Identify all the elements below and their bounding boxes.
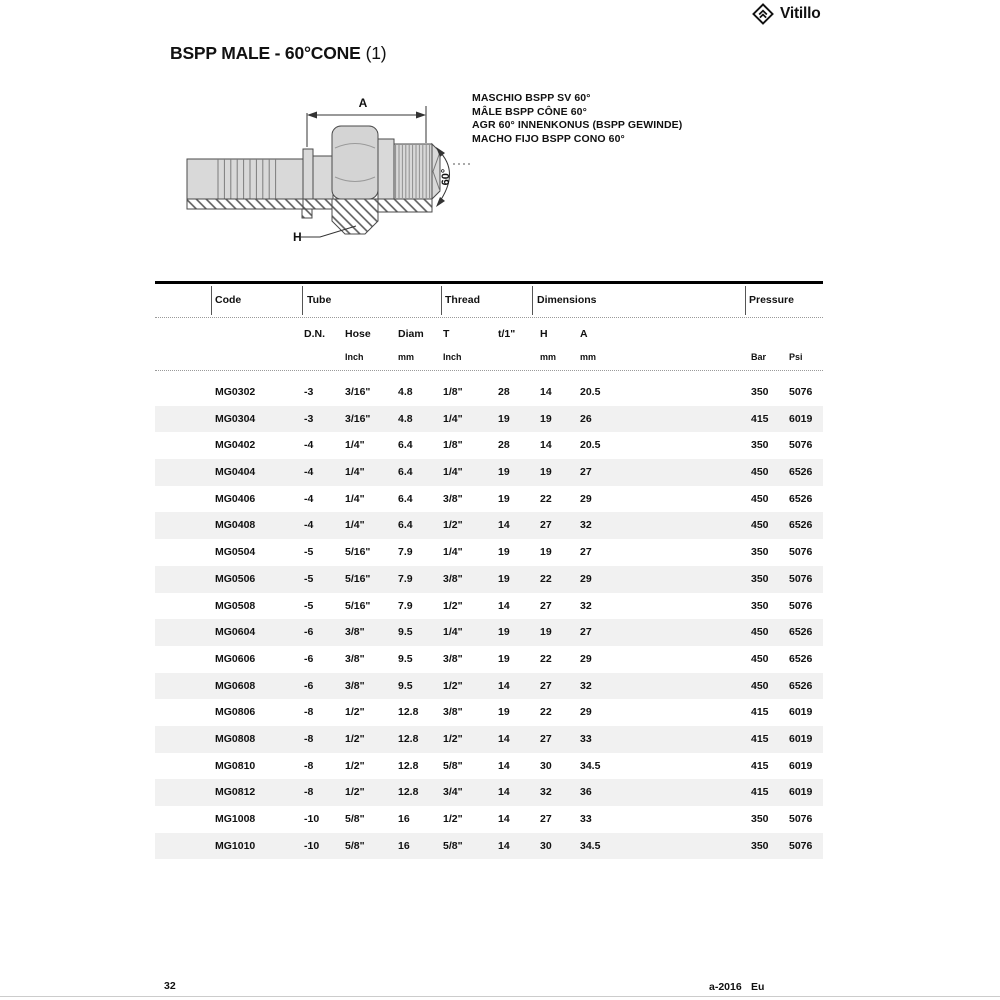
cell-dn: -6 [304,626,314,639]
cell-dn: -5 [304,599,314,612]
cell-bar: 415 [751,759,769,772]
unit-bar: Bar [751,352,767,362]
cell-t: 1/4" [443,466,463,479]
cell-diam: 12.8 [398,706,419,719]
cell-tpi: 28 [498,386,510,398]
cell-h: 22 [540,492,552,505]
cell-diam: 9.5 [398,626,413,639]
cell-dn: -4 [304,492,314,505]
cell-hose: 1/4" [345,519,365,532]
cell-h: 14 [540,386,552,398]
cell-diam: 6.4 [398,466,413,479]
subheader-h: H [540,328,548,340]
cell-dn: -10 [304,813,320,825]
table-row [155,646,823,673]
cell-dn: -6 [304,652,314,665]
cell-bar: 450 [751,652,769,665]
subheader-dn: D.N. [304,328,325,340]
table-row [155,806,823,833]
description-line-it: MASCHIO BSPP SV 60° [472,92,591,104]
cell-tpi: 19 [498,412,510,425]
dimension-a-arrow-right [416,112,426,119]
cell-tpi: 19 [498,492,510,505]
page-title-main: BSPP MALE - 60°CONE [170,43,361,63]
dimension-a-label: A [358,96,368,110]
cell-t: 1/4" [443,412,463,425]
cell-h: 19 [540,546,552,559]
cell-t: 1/2" [443,519,463,532]
cell-diam: 4.8 [398,386,413,398]
table-row [155,833,823,860]
unit-diam: mm [398,352,415,362]
cell-tpi: 14 [498,813,510,825]
brand-header [752,3,821,25]
cell-code: MG0606 [215,652,256,665]
cell-a: 20.5 [580,386,601,398]
cell-h: 32 [540,786,552,799]
description-block [472,92,682,146]
cell-diam: 6.4 [398,439,413,452]
cell-code: MG1010 [215,839,256,852]
cell-dn: -6 [304,679,314,692]
unit-t: Inch [443,352,462,362]
cell-bar: 450 [751,492,769,505]
hex-nut [332,126,378,199]
cell-diam: 16 [398,839,410,852]
cell-dn: -4 [304,519,314,532]
description-line-fr: MÂLE BSPP CÔNE 60° [472,105,587,118]
cell-hose: 3/16" [345,386,371,398]
group-header-dimensions: Dimensions [537,294,597,306]
table-row [155,566,823,593]
thread-stripes [395,145,431,198]
table-units-row [155,347,823,371]
cell-t: 1/2" [443,732,463,745]
cell-bar: 415 [751,412,769,425]
cell-a: 32 [580,519,592,532]
cell-bar: 350 [751,546,769,559]
column-divider [745,286,746,315]
cell-code: MG0608 [215,679,256,692]
cell-t: 1/4" [443,546,463,559]
cell-psi: 6526 [789,466,813,479]
cell-bar: 450 [751,679,769,692]
angle-arrow-bottom [436,197,445,207]
cell-diam: 12.8 [398,786,419,799]
table-row [155,779,823,806]
description-line-es: MACHO FIJO BSPP CONO 60° [472,132,625,145]
cell-diam: 9.5 [398,652,413,665]
cell-a: 27 [580,466,592,479]
cell-h: 27 [540,519,552,532]
cell-tpi: 14 [498,679,510,692]
cell-h: 30 [540,759,552,772]
cell-t: 5/8" [443,839,463,852]
cell-diam: 12.8 [398,732,419,745]
cell-diam: 16 [398,813,410,825]
cell-t: 1/8" [443,439,463,452]
cell-tpi: 14 [498,519,510,532]
cell-a: 29 [580,652,592,665]
cell-psi: 5076 [789,813,813,825]
cell-a: 34.5 [580,839,601,852]
cell-bar: 350 [751,813,769,825]
cell-tpi: 19 [498,546,510,559]
table-row [155,406,823,433]
table-row [155,512,823,539]
cell-bar: 415 [751,706,769,719]
cell-tpi: 19 [498,706,510,719]
cell-h: 27 [540,732,552,745]
column-divider [302,286,303,315]
cell-a: 29 [580,492,592,505]
cell-hose: 5/8" [345,813,365,825]
cell-a: 33 [580,732,592,745]
unit-psi: Psi [789,352,803,362]
cell-diam: 6.4 [398,519,413,532]
table-row [155,593,823,620]
page-title-suffix: (1) [365,43,387,63]
subheader-diam: Diam [398,328,424,340]
cell-a: 32 [580,679,592,692]
cell-tpi: 14 [498,732,510,745]
table-row [155,726,823,753]
cell-hose: 3/16" [345,412,371,425]
cell-code: MG0304 [215,412,256,425]
cell-h: 22 [540,572,552,585]
cell-diam: 12.8 [398,759,419,772]
cell-h: 22 [540,706,552,719]
cell-code: MG0808 [215,732,256,745]
cell-t: 3/8" [443,572,463,585]
cell-dn: -8 [304,786,314,799]
cell-psi: 6526 [789,492,813,505]
cell-t: 1/2" [443,599,463,612]
cell-psi: 6526 [789,652,813,665]
cell-dn: -4 [304,439,314,452]
cell-bar: 350 [751,572,769,585]
cell-h: 19 [540,626,552,639]
cell-tpi: 14 [498,839,510,852]
cell-psi: 6526 [789,679,813,692]
cell-psi: 5076 [789,599,813,612]
table-row [155,539,823,566]
collar [303,149,313,199]
column-divider [532,286,533,315]
cell-tpi: 14 [498,786,510,799]
cell-hose: 1/4" [345,492,365,505]
cell-dn: -8 [304,706,314,719]
cell-dn: -3 [304,412,314,425]
section-hatch-nut [332,199,378,234]
cell-dn: -4 [304,466,314,479]
cell-h: 14 [540,439,552,452]
cell-a: 32 [580,599,592,612]
cell-t: 3/8" [443,492,463,505]
cell-hose: 1/2" [345,706,365,719]
table-row [155,753,823,780]
cell-hose: 3/8" [345,626,365,639]
cell-code: MG0404 [215,466,256,479]
cell-t: 1/2" [443,679,463,692]
cell-bar: 350 [751,386,769,398]
cell-h: 22 [540,652,552,665]
cell-code: MG0806 [215,706,256,719]
cell-code: MG0406 [215,492,256,505]
cell-h: 27 [540,599,552,612]
cell-code: MG0504 [215,546,256,559]
table-row [155,699,823,726]
column-divider [441,286,442,315]
cell-a: 34.5 [580,759,601,772]
cell-diam: 7.9 [398,546,413,559]
cell-t: 1/4" [443,626,463,639]
cell-dn: -3 [304,386,314,398]
table-row [155,432,823,459]
cell-code: MG1008 [215,813,256,825]
section-hatch-neck [303,199,332,209]
fitting-technical-drawing [160,85,470,255]
table-row [155,673,823,700]
group-header-code: Code [215,294,242,306]
cell-a: 36 [580,786,592,799]
cell-t: 1/2" [443,813,463,825]
hex-label: H [293,230,302,244]
cell-a: 27 [580,546,592,559]
cell-h: 30 [540,839,552,852]
cell-code: MG0408 [215,519,256,532]
table-body [155,379,823,859]
subheader-a: A [580,328,588,340]
cell-tpi: 19 [498,466,510,479]
cell-dn: -5 [304,572,314,585]
table-group-header-row [155,284,823,318]
cell-psi: 6526 [789,626,813,639]
table-row [155,379,823,406]
table-row [155,486,823,513]
cell-psi: 6019 [789,786,813,799]
footer-region: Eu [751,981,765,993]
table-row [155,459,823,486]
cell-tpi: 19 [498,652,510,665]
description-line-de: AGR 60° INNENKONUS (BSPP GEWINDE) [472,119,683,131]
footer-page-number: 32 [164,980,176,992]
column-divider [211,286,212,315]
cell-dn: -5 [304,546,314,559]
cell-diam: 4.8 [398,412,413,425]
cell-code: MG0810 [215,759,256,772]
cell-code: MG0302 [215,386,256,398]
cell-hose: 5/16" [345,546,371,559]
cell-t: 5/8" [443,759,463,772]
cell-hose: 5/16" [345,599,371,612]
cell-bar: 350 [751,439,769,452]
cell-psi: 6019 [789,759,813,772]
cell-hose: 5/16" [345,572,371,585]
cell-psi: 5076 [789,572,813,585]
cell-dn: -10 [304,839,320,852]
cell-hose: 1/4" [345,466,365,479]
shoulder [378,139,394,199]
cell-dn: -8 [304,732,314,745]
cell-code: MG0812 [215,786,256,799]
unit-hose: Inch [345,352,364,362]
cell-a: 33 [580,813,592,825]
cell-bar: 450 [751,519,769,532]
cell-code: MG0506 [215,572,256,585]
cell-code: MG0508 [215,599,256,612]
cell-hose: 1/2" [345,732,365,745]
cell-hose: 1/2" [345,759,365,772]
neck [313,156,333,199]
cell-tpi: 19 [498,572,510,585]
cell-diam: 9.5 [398,679,413,692]
footer-edition: a-2016 [709,981,742,993]
section-hatch-thread [378,199,432,212]
table-subheader-row [155,318,823,347]
cell-hose: 3/8" [345,679,365,692]
cell-psi: 6526 [789,519,813,532]
cell-h: 19 [540,412,552,425]
vitillo-logo-icon [752,3,774,25]
cell-psi: 5076 [789,546,813,559]
cell-bar: 415 [751,786,769,799]
page-title [170,43,386,64]
subheader-tpi: t/1" [498,328,516,340]
cell-tpi: 14 [498,759,510,772]
cell-code: MG0402 [215,439,256,452]
group-header-pressure: Pressure [749,294,794,306]
cell-a: 20.5 [580,439,601,452]
cell-t: 3/4" [443,786,463,799]
cell-a: 29 [580,572,592,585]
footer-hairline [0,996,1000,997]
section-hatch-collar-tab [302,209,312,218]
cell-psi: 6019 [789,412,813,425]
cell-dn: -8 [304,759,314,772]
cell-psi: 6019 [789,732,813,745]
cell-h: 27 [540,679,552,692]
group-header-thread: Thread [445,294,481,306]
cell-hose: 3/8" [345,652,365,665]
cell-bar: 450 [751,466,769,479]
subheader-hose: Hose [345,328,371,340]
brand-name: Vitillo [780,5,821,22]
cell-bar: 350 [751,839,769,852]
cell-code: MG0604 [215,626,256,639]
cell-psi: 6019 [789,706,813,719]
dimension-a-arrow-left [307,112,317,119]
cell-a: 29 [580,706,592,719]
section-hatch-hose [187,199,303,209]
table-row [155,619,823,646]
cell-tpi: 28 [498,439,510,452]
cell-psi: 5076 [789,386,813,398]
cell-hose: 5/8" [345,839,365,852]
cell-hose: 1/4" [345,439,365,452]
cell-hose: 1/2" [345,786,365,799]
cell-bar: 350 [751,599,769,612]
cell-h: 19 [540,466,552,479]
cell-diam: 7.9 [398,572,413,585]
cell-diam: 7.9 [398,599,413,612]
spec-table [155,281,823,859]
angle-label: 60° [440,168,452,186]
cell-tpi: 14 [498,599,510,612]
cell-diam: 6.4 [398,492,413,505]
cell-tpi: 19 [498,626,510,639]
unit-a: mm [580,352,597,362]
hose-tail [187,159,303,199]
subheader-t: T [443,328,450,340]
cell-bar: 450 [751,626,769,639]
cell-psi: 5076 [789,439,813,452]
unit-h: mm [540,352,557,362]
cell-t: 3/8" [443,706,463,719]
cell-a: 26 [580,412,592,425]
cell-bar: 415 [751,732,769,745]
cell-psi: 5076 [789,839,813,852]
group-header-tube: Tube [307,294,332,306]
cell-t: 3/8" [443,652,463,665]
cell-t: 1/8" [443,386,463,398]
cell-a: 27 [580,626,592,639]
cell-h: 27 [540,813,552,825]
